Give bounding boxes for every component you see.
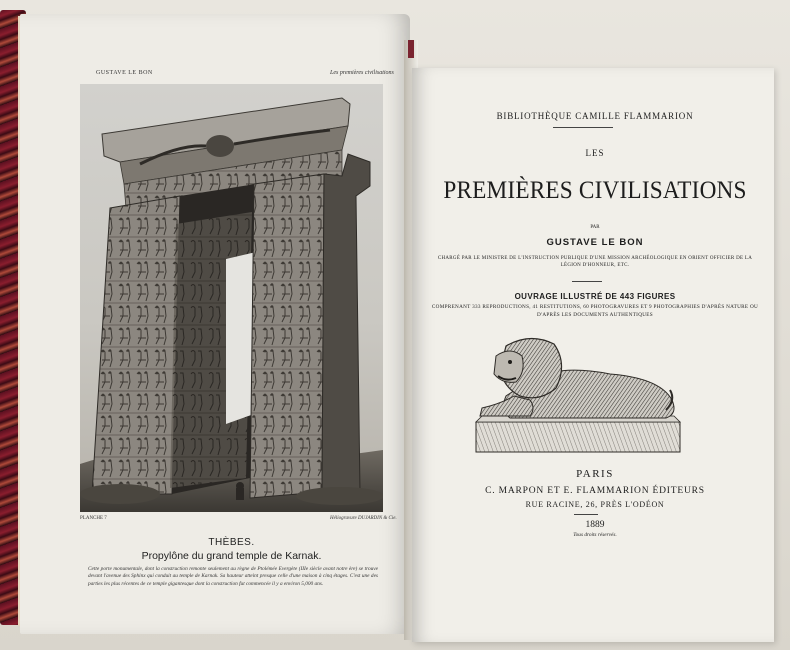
publication-city: PARIS xyxy=(576,468,614,480)
lion-drawing xyxy=(470,330,685,460)
caption-title: THÈBES. xyxy=(208,537,255,548)
running-head-title: Les premières civilisations xyxy=(330,70,394,76)
author-credentials: CHARGÉ PAR LE MINISTRE DE L'INSTRUCTION PUBLIQUE D'UNE MISSION ARCHÉOLOGIQUE EN ORIENT OFFICIER DE LA LÉGION D'HONNEUR, ETC. xyxy=(437,256,753,268)
publisher: C. MARPON ET E. FLAMMARION ÉDITEURS xyxy=(485,486,705,496)
publication-year: 1889 xyxy=(585,520,605,530)
lion-engraving xyxy=(470,330,685,460)
series-rule xyxy=(553,127,613,128)
divider-rule xyxy=(572,281,602,282)
caption-subtitle: Propylône du grand temple de Karnak. xyxy=(141,550,322,562)
running-head-author: GUSTAVE LE BON xyxy=(96,70,153,76)
divider-rule-bottom xyxy=(574,514,598,515)
author-name: GUSTAVE LE BON xyxy=(546,237,644,248)
plate-number: PLANCHE 7 xyxy=(80,516,107,521)
plate-credit: Héliogravure DUJARDIN & Cie. xyxy=(330,516,397,521)
title-article: LES xyxy=(585,148,605,158)
caption-body: Cette porte monumentale, dont la construction remonte seulement au règne de Ptolémée Evergète (IIIe siècle avant notre ère) se trouve devant l'avenue des Sphinx qui conduit au temple de Karnak. Sa hauteur atteint presque celle d'une maison à cinq étages. C'est une des parties les plus récentes de ce temple gigantesque dont la construction fut commencée il y a environ 5,000 ans. xyxy=(88,566,378,587)
karnak-gate-engraving xyxy=(80,84,383,512)
series-name: BIBLIOTHÈQUE CAMILLE FLAMMARION xyxy=(496,111,694,121)
illustration-details: COMPRENANT 333 REPRODUCTIONS, 41 RESTITUTIONS, 60 PHOTOGRAVURES ET 9 PHOTOGRAPHIES D'APRÈS NATURE OU D'APRÈS LES DOCUMENTS AUTHENTIQUES xyxy=(431,304,759,318)
red-cover-edge xyxy=(408,40,414,58)
book-title: PREMIÈRES CIVILISATIONS xyxy=(443,177,747,204)
illustration-count: OUVRAGE ILLUSTRÉ DE 443 FIGURES xyxy=(514,292,676,301)
publisher-address: RUE RACINE, 26, PRÈS L'ODÉON xyxy=(525,500,665,509)
rights-notice: Tous droits réservés. xyxy=(573,532,617,538)
by-label: PAR xyxy=(590,225,600,230)
karnak-gate-drawing xyxy=(80,84,383,512)
